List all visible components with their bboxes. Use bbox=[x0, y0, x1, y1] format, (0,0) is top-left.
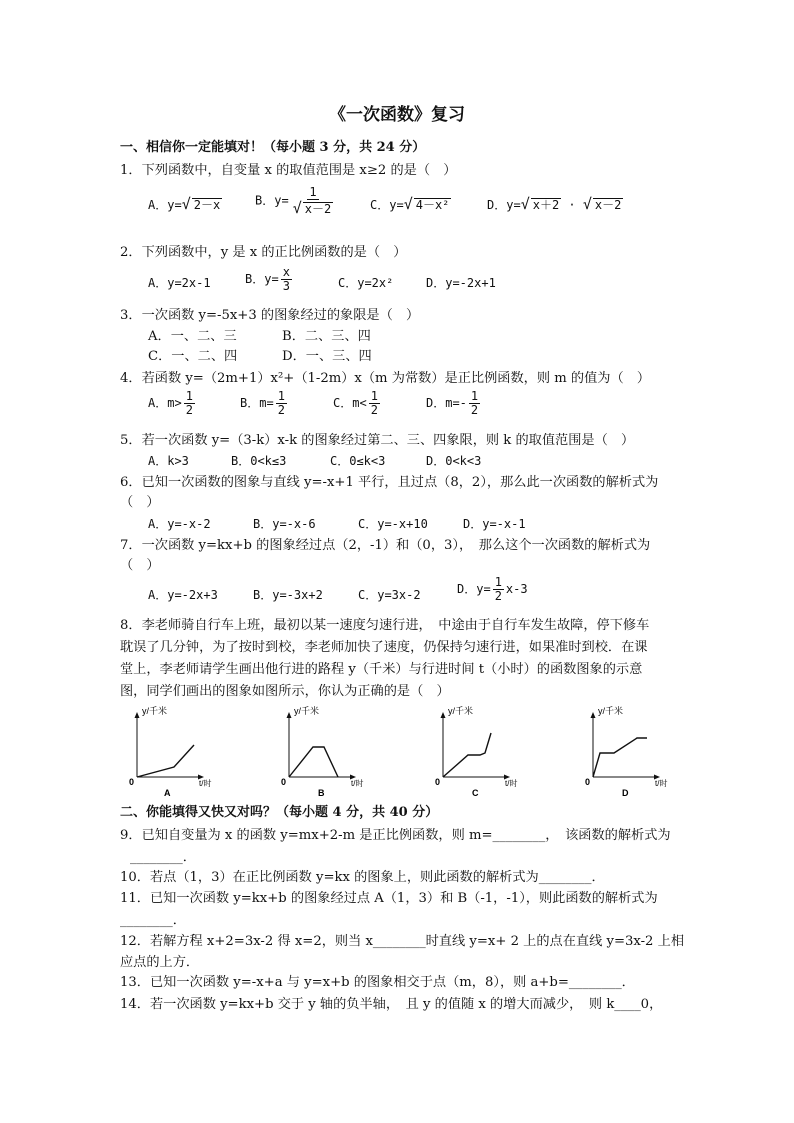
question-3: 3．一次函数 y=-5x+3 的图象经过的象限是（ ） bbox=[120, 308, 420, 323]
q1-option-a: A．y=√ 2－x bbox=[148, 195, 221, 213]
question-2: 2．下列函数中，y 是 x 的正比例函数的是（ ） bbox=[120, 245, 407, 260]
graph-d-curve bbox=[593, 738, 647, 777]
question-6-bracket: （ ） bbox=[120, 495, 160, 510]
graph-c-curve bbox=[443, 733, 491, 777]
q5-option-d: D．0<k<3 bbox=[426, 454, 482, 468]
graph-b-name: B bbox=[318, 788, 325, 798]
graph-b-ylabel: y/千米 bbox=[294, 706, 320, 716]
section-2-heading: 二、你能填得又快又对吗？（每小题 4 分，共 40 分） bbox=[120, 805, 439, 820]
graph-a-xlabel: t/时 bbox=[199, 779, 212, 788]
q6-option-b: B．y=-x-6 bbox=[253, 517, 316, 531]
q7-option-d: D．y= $\frac{1}{2}$ x-3 bbox=[457, 575, 528, 604]
question-8-line-2: 耽误了几分钟，为了按时到校，李老师加快了速度，仍保持匀速行进，如果准时到校．在课 bbox=[120, 640, 648, 655]
q1-option-d: D．y=√ x＋2 · √ x－2 bbox=[487, 195, 622, 213]
section-1-heading: 一、相信你一定能填对！（每小题 3 分，共 24 分） bbox=[120, 140, 426, 155]
graph-a-ylabel: y/千米 bbox=[142, 706, 168, 716]
question-7-bracket: （ ） bbox=[120, 558, 160, 573]
question-9: 9．已知自变量为 x 的函数 y=mx+2-m 是正比例函数，则 m=________， 该函数的解析式为 bbox=[120, 828, 671, 843]
question-8-line-1: 8．李老师骑自行车上班，最初以某一速度匀速行进， 中途由于自行车发生故障，停下修车 bbox=[120, 618, 650, 633]
question-8-line-4: 图，同学们画出的图象如图所示，你认为正确的是（ ） bbox=[120, 684, 450, 699]
q6-option-c: C．y=-x+10 bbox=[358, 517, 428, 531]
question-4: 4．若函数 y=（2m+1）x²+（1-2m）x（m 为常数）是正比例函数，则 m 的值为（ ） bbox=[120, 371, 651, 386]
question-8-line-3: 堂上，李老师请学生画出他行进的路程 y（千米）与行进时间 t（小时）的函数图象的示意 bbox=[120, 662, 643, 677]
q2-option-c: C．y=2x² bbox=[338, 276, 394, 290]
q1-option-b: B．y= $\frac{1}{√ x-2}$ bbox=[255, 185, 332, 218]
q4-option-c: C．m< $\frac{1}{2}$ bbox=[333, 389, 378, 418]
q7-option-c: C．y=3x-2 bbox=[358, 588, 421, 602]
graph-c-ylabel: y/千米 bbox=[448, 706, 474, 716]
q3-option-a: A．一、二、三 bbox=[148, 329, 237, 344]
question-5: 5．若一次函数 y=（3-k）x-k 的图象经过第二、三、四象限，则 k 的取值范围是（ ） bbox=[120, 433, 635, 448]
graph-d-xlabel: t/时 bbox=[655, 779, 668, 788]
q4-option-a: A．m> $\frac{1}{2}$ bbox=[148, 389, 193, 418]
q3-option-c: C．一、二、四 bbox=[148, 349, 238, 364]
graph-a-origin: 0 bbox=[129, 777, 135, 787]
q2-option-d: D．y=-2x+1 bbox=[426, 276, 496, 290]
question-9-blank: ________． bbox=[130, 850, 196, 865]
q8-graph-a bbox=[118, 703, 213, 798]
q5-option-b: B．0<k≤3 bbox=[231, 454, 287, 468]
graph-d-origin: 0 bbox=[585, 777, 591, 787]
q4-option-d: D．m=- $\frac{1}{2}$ bbox=[426, 389, 479, 418]
question-12-cont: 应点的上方． bbox=[120, 955, 200, 970]
q3-option-b: B．二、三、四 bbox=[282, 329, 371, 344]
q4-option-b: B．m= $\frac{1}{2}$ bbox=[240, 389, 285, 418]
q2-option-b: B．y= $\frac{x}{3}$ bbox=[245, 265, 290, 294]
q2-option-a: A．y=2x-1 bbox=[148, 276, 211, 290]
q8-graph-b bbox=[270, 703, 365, 798]
q5-option-a: A．k>3 bbox=[148, 454, 189, 468]
q8-graph-c bbox=[424, 703, 519, 798]
question-7: 7．一次函数 y=kx+b 的图象经过点（2，-1）和（0，3）， 那么这个一次函数的解析式为 bbox=[120, 538, 651, 553]
q6-option-a: A．y=-x-2 bbox=[148, 517, 211, 531]
graph-b-origin: 0 bbox=[281, 777, 287, 787]
q7-option-b: B．y=-3x+2 bbox=[253, 588, 323, 602]
question-11-blank: ________． bbox=[120, 913, 186, 928]
question-13: 13．已知一次函数 y=-x+a 与 y=x+b 的图象相交于点（m，8），则 a+b=________． bbox=[120, 975, 635, 990]
q8-graph-d bbox=[574, 703, 669, 798]
question-11: 11．已知一次函数 y=kx+b 的图象经过点 A（1，3）和 B（-1，-1），则此函数的解析式为 bbox=[120, 891, 658, 906]
question-10: 10．若点（1，3）在正比例函数 y=kx 的图象上，则此函数的解析式为________． bbox=[120, 870, 605, 885]
question-12: 12．若解方程 x+2=3x-2 得 x=2，则当 x________时直线 y=x+ 2 上的点在直线 y=3x-2 上相 bbox=[120, 934, 685, 949]
graph-a-curve bbox=[137, 745, 194, 777]
question-1: 1．下列函数中，自变量 x 的取值范围是 x≥2 的是（ ） bbox=[120, 163, 457, 178]
graph-c-origin: 0 bbox=[435, 777, 441, 787]
graph-c-name: C bbox=[472, 788, 479, 798]
q1-option-c: C．y=√ 4－x² bbox=[370, 195, 450, 213]
question-6: 6．已知一次函数的图象与直线 y=-x+1 平行，且过点（8，2），那么此一次函数的解析式为 bbox=[120, 475, 659, 490]
q5-option-c: C．0≤k<3 bbox=[330, 454, 386, 468]
graph-b-xlabel: t/时 bbox=[351, 779, 364, 788]
q3-option-d: D．一、三、四 bbox=[282, 349, 372, 364]
graph-b-curve bbox=[289, 747, 338, 777]
graph-a-name: A bbox=[164, 788, 171, 798]
q7-option-a: A．y=-2x+3 bbox=[148, 588, 218, 602]
page-title: 《一次函数》复习 bbox=[329, 105, 465, 125]
graph-c-xlabel: t/时 bbox=[505, 779, 518, 788]
question-14: 14．若一次函数 y=kx+b 交于 y 轴的负半轴， 且 y 的值随 x 的增大而减少， 则 k____0， bbox=[120, 997, 663, 1012]
graph-d-name: D bbox=[622, 788, 629, 798]
q6-option-d: D．y=-x-1 bbox=[463, 517, 526, 531]
graph-d-ylabel: y/千米 bbox=[598, 706, 624, 716]
